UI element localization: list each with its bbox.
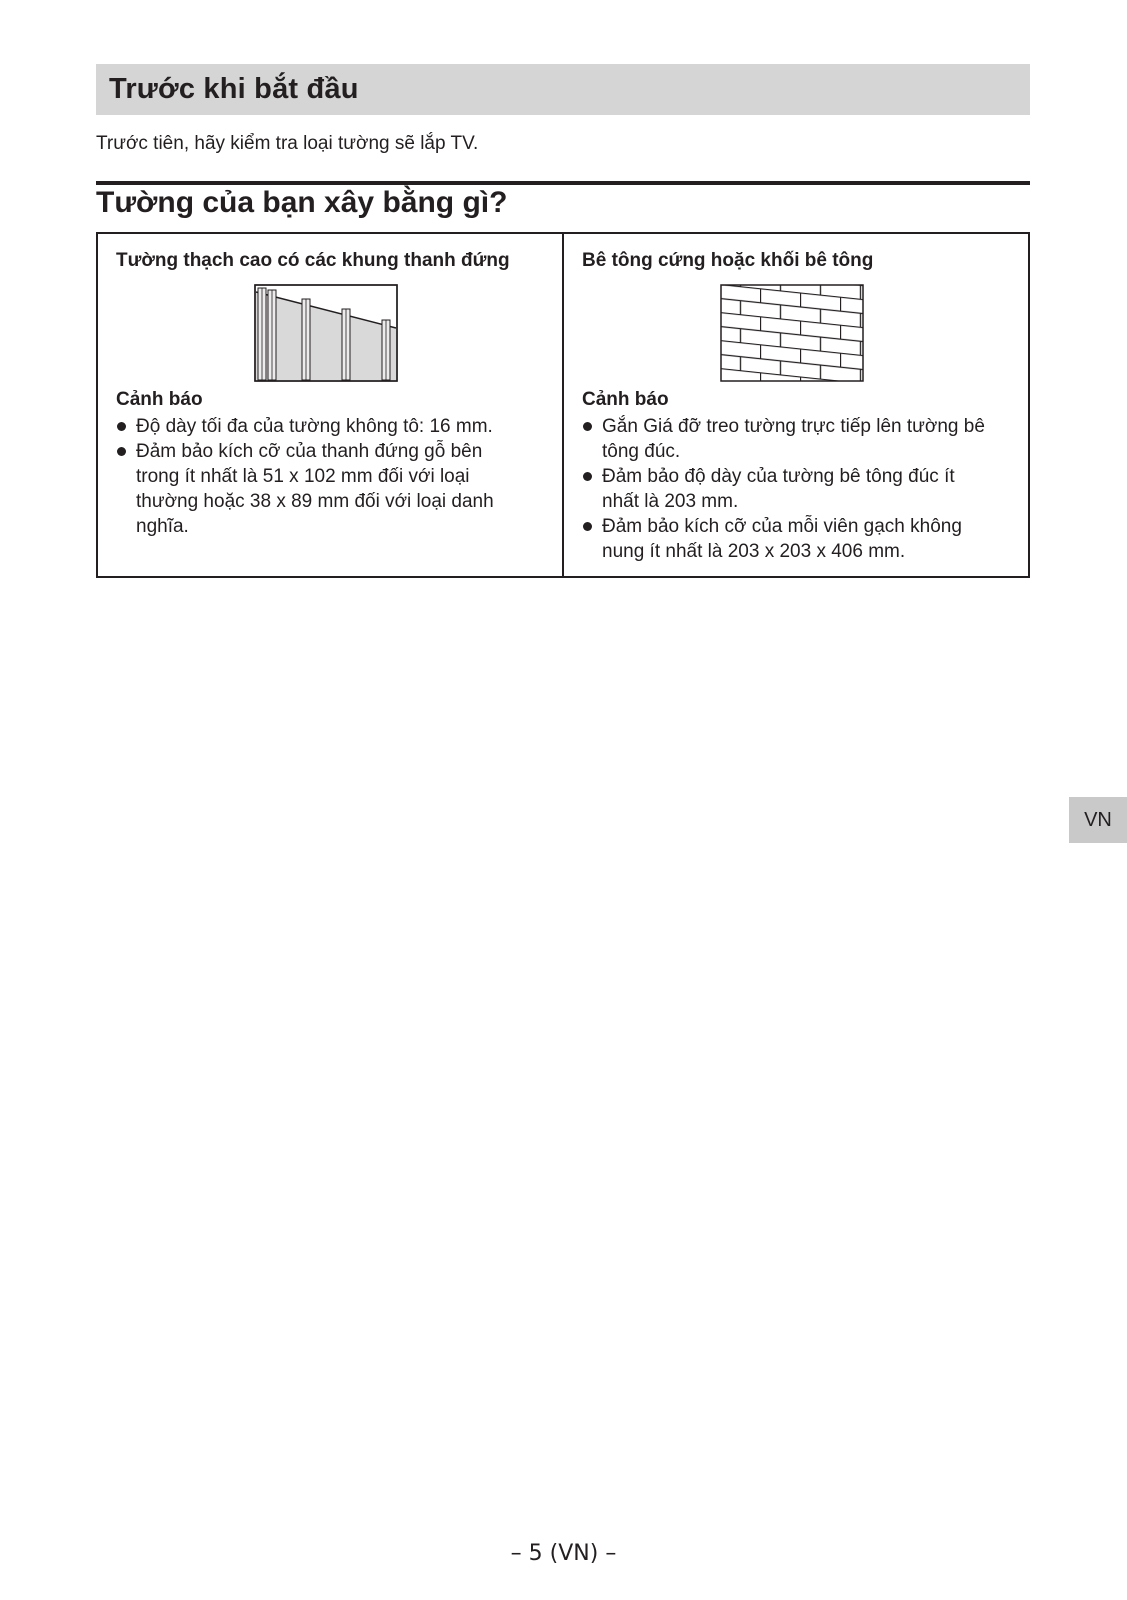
column-title: Bê tông cứng hoặc khối bê tông xyxy=(582,250,874,271)
warning-title: Cảnh báo xyxy=(116,389,203,410)
list-item: Đảm bảo kích cỡ của thanh đứng gỗ bên trong ít nhất là 51 x 102 mm đối với loại thường hoặc 38 x 89 mm đối với loại danh nghĩa. xyxy=(116,439,526,539)
page-title: Trước khi bắt đầu xyxy=(109,73,359,105)
page-number: – 5 (VN) – xyxy=(510,1541,617,1566)
column-title: Tường thạch cao có các khung thanh đứng xyxy=(116,250,510,271)
bullet-icon xyxy=(583,472,592,481)
warning-title: Cảnh báo xyxy=(582,389,669,410)
section-divider xyxy=(96,181,1030,185)
bullet-icon xyxy=(583,422,592,431)
list-item: Đảm bảo độ dày của tường bê tông đúc ít nhất là 203 mm. xyxy=(582,464,992,514)
column-concrete xyxy=(562,234,1028,576)
list-item: Gắn Giá đỡ treo tường trực tiếp lên tường bê tông đúc. xyxy=(582,414,992,464)
section-title: Tường của bạn xây bằng gì? xyxy=(96,186,508,219)
bullet-icon xyxy=(583,522,592,531)
wall-types-table xyxy=(96,232,1030,578)
language-tab: VN xyxy=(1069,797,1127,843)
list-item: Độ dày tối đa của tường không tô: 16 mm. xyxy=(116,414,526,439)
brick-wall-illustration xyxy=(720,284,864,382)
bullet-icon xyxy=(117,422,126,431)
warning-list xyxy=(582,414,992,564)
list-item: Đảm bảo kích cỡ của mỗi viên gạch không nung ít nhất là 203 x 203 x 406 mm. xyxy=(582,514,992,564)
drywall-stud-illustration xyxy=(254,284,398,382)
bullet-icon xyxy=(117,447,126,456)
section-banner xyxy=(96,64,1030,115)
warning-list xyxy=(116,414,526,539)
intro-text: Trước tiên, hãy kiểm tra loại tường sẽ lắp TV. xyxy=(96,133,479,154)
column-drywall xyxy=(98,234,562,576)
